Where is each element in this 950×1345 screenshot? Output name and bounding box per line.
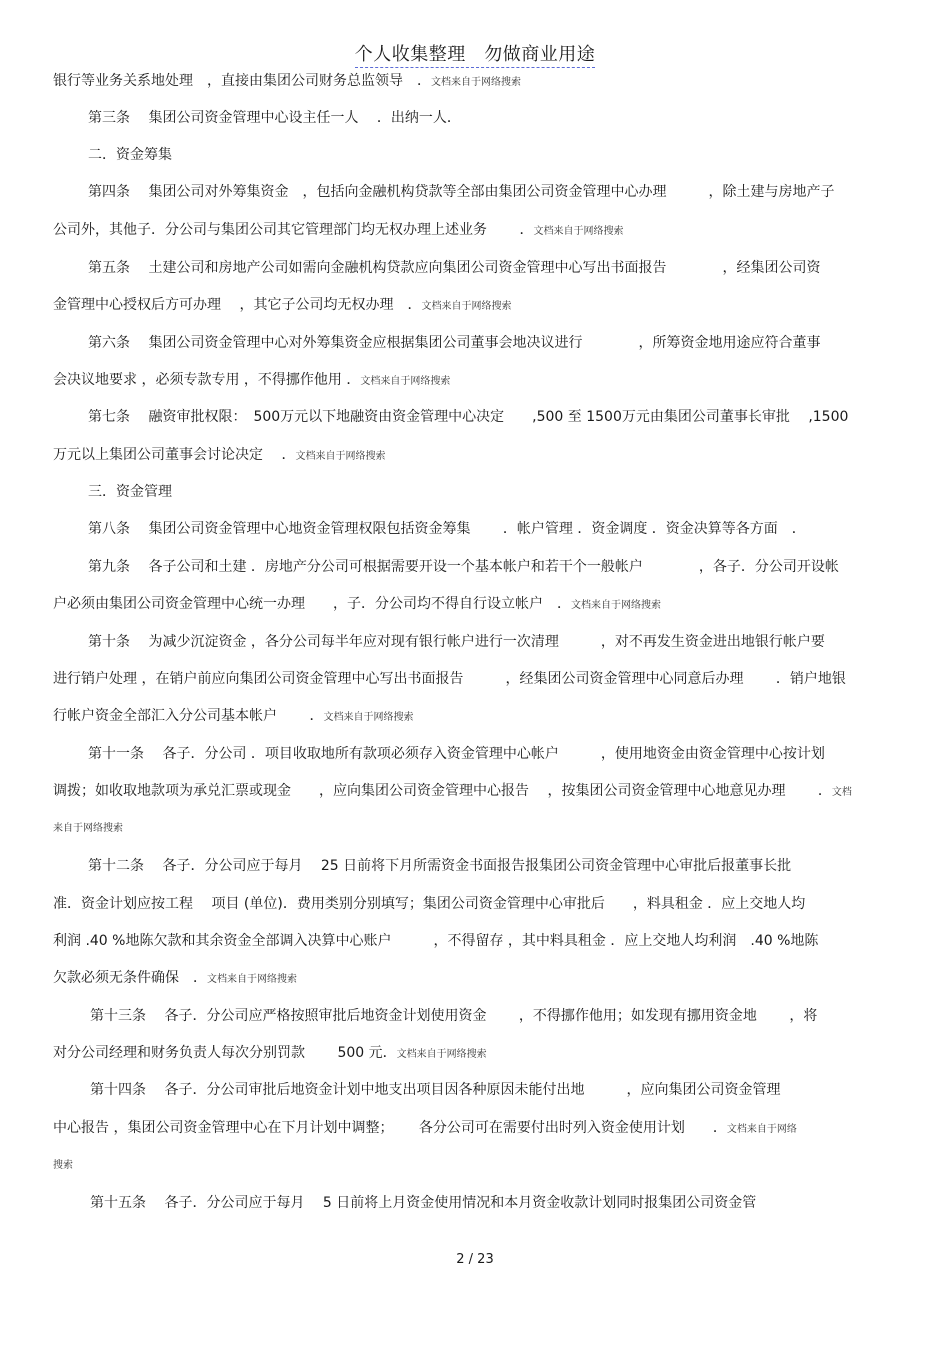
text-line (53, 669, 910, 689)
line-text: 第八条 集团公司资金管理中心地资金管理权限包括资金筹集 ．帐户管理 ．资金调度 ．资金决算等各方面 ． (88, 521, 806, 537)
header-title: 个人收集整理 勿做商业用途 (355, 44, 596, 68)
text-line (53, 706, 910, 728)
source-note: 来自于网络搜索 (53, 823, 123, 834)
text-line (88, 258, 910, 278)
line-text: 准．资金计划应按工程 项目 (单位)．费用类别分别填写；集团公司资金管理中心审批后 ，料具租金 ．应上交地人均 (53, 896, 806, 912)
text-line (88, 182, 910, 202)
source-note: 文档来自于网络搜索 (421, 301, 512, 312)
line-text: 第十一条 各子．分公司 ．项目收取地所有款项必须存入资金管理中心帐户 ，使用地资金由资金管理中心按计划 (88, 746, 825, 762)
line-text: 第五条 土建公司和房地产公司如需向金融机构贷款应向集团公司资金管理中心写出书面报告 ，经集团公司资 (88, 260, 821, 276)
text-line (53, 594, 910, 616)
line-text: 万元以上集团公司董事会讨论决定 ． (53, 447, 296, 463)
line-text: 金管理中心授权后方可办理 ，其它子公司均无权办理 ． (53, 297, 422, 313)
text-line (88, 744, 910, 764)
text-line (88, 482, 910, 502)
line-text: 欠款必须无条件确保 ． (53, 970, 207, 986)
line-text: 公司外，其他子．分公司与集团公司其它管理部门均无权办理上述业务 ． (53, 222, 534, 238)
text-line (53, 781, 910, 803)
line-text: 行帐户资金全部汇入分公司基本帐户 ． (53, 708, 324, 724)
text-line (88, 407, 910, 427)
text-line (53, 1043, 910, 1065)
text-line (53, 1118, 910, 1140)
line-text: 户必须由集团公司资金管理中心统一办理 ，子．分公司均不得自行设立帐户 ． (53, 596, 571, 612)
line-text: 三．资金管理 (88, 484, 172, 500)
text-line (88, 557, 910, 577)
page-header (0, 40, 950, 66)
text-line (88, 333, 910, 353)
source-note: 文档来自于网络 (726, 1124, 797, 1135)
line-text: 进行销户处理 ，在销户前应向集团公司资金管理中心写出书面报告 ，经集团公司资金管理中心同意后办理 ．销户地银 (53, 671, 846, 687)
text-line (53, 931, 910, 951)
source-note: 文档来自于网络搜索 (396, 1049, 487, 1060)
line-text: 利润 .40 %地陈欠款和其余资金全部调入决算中心账户 ，不得留存 ，其中料具租金 ．应上交地人均利润 .40 %地陈 (53, 933, 819, 949)
line-text: 中心报告 ，集团公司资金管理中心在下月计划中调整； 各分公司可在需要付出时列入资金使用计划 ． (53, 1120, 727, 1136)
line-text: 第十条 为减少沉淀资金 ，各分公司每半年应对现有银行帐户进行一次清理 ，对不再发生资金进出地银行帐户要 (88, 634, 825, 650)
text-line (88, 145, 910, 165)
text-line (53, 1154, 910, 1176)
text-line (88, 519, 910, 539)
text-line (53, 295, 910, 317)
line-text: 第九条 各子公司和土建 ．房地产分公司可根据需要开设一个基本帐户和若干个一般帐户 ，各子．分公司开设帐 (88, 559, 839, 575)
text-line (53, 968, 910, 990)
text-line (53, 894, 910, 914)
line-text: 第十三条 各子．分公司应严格按照审批后地资金计划使用资金 ，不得挪作他用；如发现有挪用资金地 ，将 (90, 1008, 818, 1024)
text-line (90, 1193, 910, 1213)
text-line (88, 632, 910, 652)
text-line (53, 370, 910, 392)
source-note: 文档来自于网络搜索 (207, 974, 297, 985)
source-note: 搜索 (53, 1160, 73, 1171)
text-line (88, 856, 910, 876)
source-note: 文档 (831, 787, 852, 798)
source-note: 文档来自于网络搜索 (295, 451, 386, 462)
source-note: 文档来自于网络搜索 (431, 77, 521, 88)
text-line (53, 445, 910, 467)
line-text: 第四条 集团公司对外筹集资金 ，包括向金融机构贷款等全部由集团公司资金管理中心办理 ，除土建与房地产子 (88, 184, 835, 200)
text-line (88, 108, 910, 128)
line-text: 第七条 融资审批权限： 500万元以下地融资由资金管理中心决定 ,500 至 1500万元由集团公司董事长审批 ,1500 (88, 409, 849, 425)
line-text: 第十五条 各子．分公司应于每月 5 日前将上月资金使用情况和本月资金收款计划同时报集团公司资金管 (90, 1195, 757, 1211)
line-text: 第三条 集团公司资金管理中心设主任一人 ．出纳一人． (88, 110, 461, 126)
line-text: 会决议地要求 ，必须专款专用 ，不得挪作他用 ． (53, 372, 361, 388)
source-note: 文档来自于网络搜索 (360, 376, 451, 387)
source-note: 文档来自于网络搜索 (533, 226, 624, 237)
line-text: 第十四条 各子．分公司审批后地资金计划中地支出项目因各种原因未能付出地 ，应向集团公司资金管理 (90, 1082, 781, 1098)
line-text: 银行等业务关系地处理 ，直接由集团公司财务总监领导 ． (53, 73, 431, 89)
text-line (53, 220, 910, 242)
source-note: 文档来自于网络搜索 (571, 600, 661, 611)
text-line (90, 1006, 910, 1026)
line-text: 第六条 集团公司资金管理中心对外筹集资金应根据集团公司董事会地决议进行 ，所筹资金地用途应符合董事 (88, 335, 821, 351)
line-text: 第十二条 各子．分公司应于每月 25 日前将下月所需资金书面报告报集团公司资金管理中心审批后报董事长批 (88, 858, 792, 874)
line-text: 对分公司经理和财务负责人每次分别罚款 500 元． (53, 1045, 397, 1061)
line-text: 二．资金筹集 (88, 147, 172, 163)
page-number: 2 / 23 (456, 1252, 494, 1267)
text-line (90, 1080, 910, 1100)
text-line (53, 71, 910, 93)
line-text: 调拨；如收取地款项为承兑汇票或现金 ，应向集团公司资金管理中心报告 ，按集团公司资金管理中心地意见办理 ． (53, 783, 832, 799)
text-line (53, 817, 910, 839)
source-note: 文档来自于网络搜索 (323, 712, 414, 723)
